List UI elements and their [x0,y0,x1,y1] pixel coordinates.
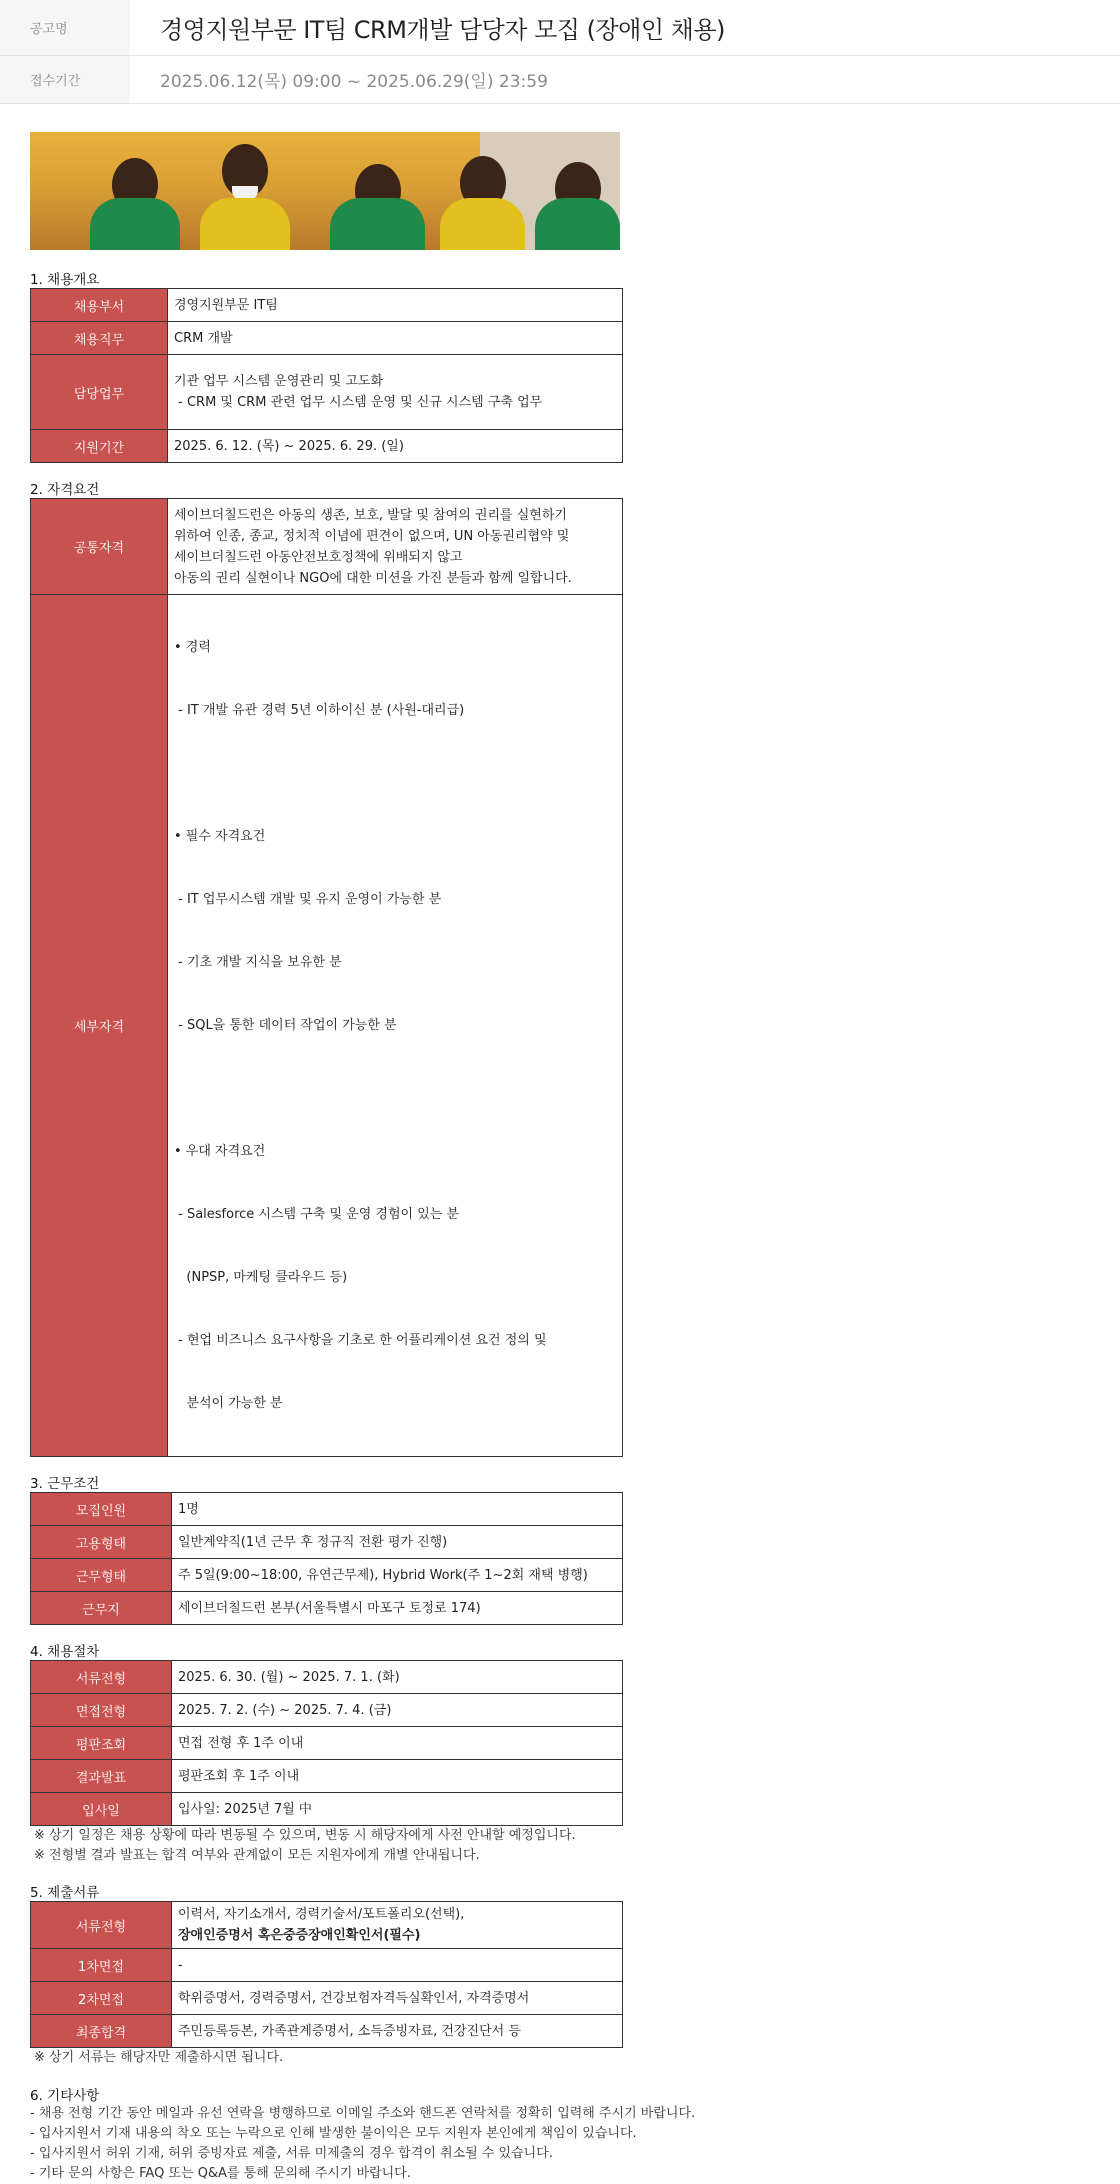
table-row [31,1592,623,1625]
documents-note: ※ 상기 서류는 해당자만 제출하시면 됩니다. [34,2050,284,2065]
table-row [31,355,623,430]
header-cell: 서류전형 [31,1902,172,1949]
table-row [31,1949,623,1982]
header-cell: 1차면접 [31,1949,172,1982]
table-row [31,499,623,595]
posting-body [30,132,1090,2184]
data-cell [168,355,623,430]
table-row [31,1760,623,1793]
table-row [31,2015,623,2048]
data-cell: - [172,1949,623,1982]
data-cell: 주 5일(9:00~18:00, 유연근무제), Hybrid Work(주 1~2회 재택 병행) [172,1559,623,1592]
etc-line: - 기타 문의 사항은 FAQ 또는 Q&A를 통해 문의해 주시기 바랍니다. [30,2166,411,2181]
header-cell: 평판조회 [31,1727,172,1760]
table-row [31,1727,623,1760]
header-cell: 세부자격 [31,595,168,1457]
documents-table [30,1901,623,2048]
section-title-documents: 5. 제출서류 [30,1885,100,1901]
qualifications-table [30,498,623,1457]
required-line: - 기초 개발 지식을 보유한 분 [174,955,342,970]
conditions-table [30,1492,623,1625]
section-title-process: 4. 채용절차 [30,1644,100,1660]
data-cell: CRM 개발 [168,322,623,355]
header-cell: 결과발표 [31,1760,172,1793]
data-cell: 2025. 6. 30. (월) ~ 2025. 7. 1. (화) [172,1661,623,1694]
header-cell: 고용형태 [31,1526,172,1559]
header-cell: 근무지 [31,1592,172,1625]
child-figure [90,150,180,250]
child-figure [200,138,290,250]
process-table [30,1660,623,1826]
data-cell: 2025. 7. 2. (수) ~ 2025. 7. 4. (금) [172,1694,623,1727]
etc-line: - 채용 전형 기간 동안 메일과 유선 연락을 병행하므로 이메일 주소와 핸드폰 연락처를 정확히 입력해 주시기 바랍니다. [30,2106,696,2121]
duty-line: - CRM 및 CRM 관련 업무 시스템 운영 및 신규 시스템 구축 업무 [174,395,543,410]
document-line-required: 장애인증명서 혹은중증장애인확인서(필수) [178,1928,421,1943]
data-cell [168,595,623,1457]
data-cell: 경영지원부문 IT팀 [168,289,623,322]
header-cell: 면접전형 [31,1694,172,1727]
data-cell [172,1902,623,1949]
table-row [31,1661,623,1694]
child-figure [330,150,425,250]
duty-line: 기관 업무 시스템 운영관리 및 고도화 [174,374,384,389]
data-cell: 주민등록등본, 가족관계증명서, 소득증빙자료, 건강진단서 등 [172,2015,623,2048]
common-line: 세이브더칠드런은 아동의 생존, 보호, 발달 및 참여의 권리를 실현하기 [174,507,567,523]
posting-header [0,0,1120,104]
required-heading: • 필수 자격요건 [174,829,266,844]
header-cell: 지원기간 [31,430,168,463]
table-row [31,430,623,463]
data-cell: 입사일: 2025년 7월 中 [172,1793,623,1826]
etc-line: - 입사지원서 기재 내용의 착오 또는 누락으로 인해 발생한 불이익은 모두 지원자 본인에게 책임이 있습니다. [30,2126,637,2141]
data-cell: 학위증명서, 경력증명서, 건강보험자격득실확인서, 자격증명서 [172,1982,623,2015]
table-row [31,1559,623,1592]
career-heading: • 경력 [174,640,211,655]
preferred-heading: • 우대 자격요건 [174,1144,266,1159]
preferred-line: 분석이 가능한 분 [174,1396,283,1411]
header-cell: 공통자격 [31,499,168,595]
header-cell: 채용부서 [31,289,168,322]
process-note: ※ 전형별 결과 발표는 합격 여부와 관계없이 모든 지원자에게 개별 안내됩니다. [34,1848,480,1863]
table-row [31,595,623,1457]
data-cell: 면접 전형 후 1주 이내 [172,1727,623,1760]
header-cell: 최종합격 [31,2015,172,2048]
required-line: - IT 업무시스템 개발 및 유지 운영이 가능한 분 [174,892,442,907]
header-cell: 채용직무 [31,322,168,355]
process-note: ※ 상기 일정은 채용 상황에 따라 변동될 수 있으며, 변동 시 해당자에게 사전 안내할 예정입니다. [34,1828,576,1843]
section-title-overview: 1. 채용개요 [30,272,100,288]
preferred-line: - 현업 비즈니스 요구사항을 기초로 한 어플리케이션 요건 정의 및 [174,1333,547,1348]
table-row [31,322,623,355]
required-line: - SQL을 통한 데이터 작업이 가능한 분 [174,1018,397,1033]
data-cell: 세이브더칠드런 본부(서울특별시 마포구 토정로 174) [172,1592,623,1625]
child-figure [440,146,525,250]
header-cell: 모집인원 [31,1493,172,1526]
common-line: 세이브더칠드런 아동안전보호정책에 위배되지 않고 [174,549,463,565]
hero-image [30,132,620,250]
table-row [31,1902,623,1949]
period-row [0,56,1120,104]
overview-table [30,288,623,463]
common-line: 위하여 인종, 종교, 정치적 이념에 편견이 없으며, UN 아동권리협약 및 [174,528,570,544]
career-line: - IT 개발 유관 경력 5년 이하이신 분 (사원-대리급) [174,703,465,718]
table-row [31,1694,623,1727]
section-title-conditions: 3. 근무조건 [30,1476,100,1492]
header-cell: 입사일 [31,1793,172,1826]
title-row [0,0,1120,56]
header-cell: 담당업무 [31,355,168,430]
table-row [31,289,623,322]
table-row [31,1493,623,1526]
title-label: 공고명 [0,0,130,55]
preferred-line: (NPSP, 마케팅 클라우드 등) [174,1270,348,1285]
data-cell: 평판조회 후 1주 이내 [172,1760,623,1793]
data-cell: 1명 [172,1493,623,1526]
data-cell: 2025. 6. 12. (목) ~ 2025. 6. 29. (일) [168,430,623,463]
etc-line: - 입사지원서 허위 기재, 허위 증빙자료 제출, 서류 미제출의 경우 합격이 취소될 수 있습니다. [30,2146,553,2161]
data-cell [168,499,623,595]
section-title-qualifications: 2. 자격요건 [30,482,100,498]
data-cell: 일반계약직(1년 근무 후 정규직 전환 평가 진행) [172,1526,623,1559]
document-line: 이력서, 자기소개서, 경력기술서/포트폴리오(선택), [178,1907,465,1922]
table-row [31,1526,623,1559]
header-cell: 서류전형 [31,1661,172,1694]
header-cell: 2차면접 [31,1982,172,2015]
section-title-etc: 6. 기타사항 [30,2088,100,2104]
posting-title: 경영지원부문 IT팀 CRM개발 담당자 모집 (장애인 채용) [160,16,725,44]
common-line: 아동의 권리 실현이나 NGO에 대한 미션을 가진 분들과 함께 일합니다. [174,570,572,586]
period-label: 접수기간 [0,56,130,103]
table-row [31,1793,623,1826]
preferred-line: - Salesforce 시스템 구축 및 운영 경험이 있는 분 [174,1207,460,1222]
posting-period: 2025.06.12(목) 09:00 ~ 2025.06.29(일) 23:59 [160,72,548,92]
table-row [31,1982,623,2015]
header-cell: 근무형태 [31,1559,172,1592]
child-figure [535,150,620,250]
